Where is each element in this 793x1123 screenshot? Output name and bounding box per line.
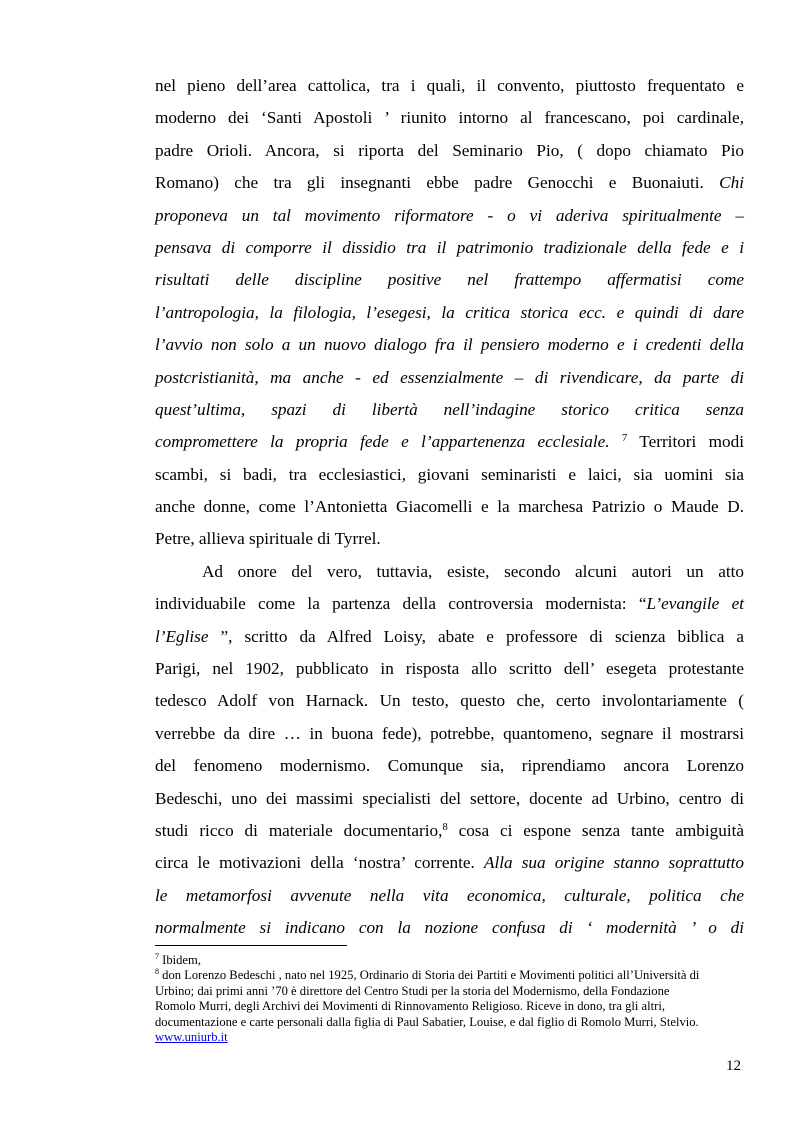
uniurb-link[interactable]: www.uniurb.it bbox=[155, 1030, 228, 1045]
text-line: padre Orioli. Ancora, si riporta del Seminario Pio, ( dopo chiamato Pio bbox=[155, 140, 744, 160]
text-line: Petre, allieva spirituale di Tyrrel. bbox=[155, 529, 381, 549]
footnote-8-line: Urbino; dai primi anni ’70 è direttore del Centro Studi per la storia del Modernismo, della Fondazione bbox=[155, 983, 670, 998]
text-line: l’Eglise ”, scritto da Alfred Loisy, abate e professore di scienza biblica a bbox=[155, 626, 744, 646]
text-line: Romano) che tra gli insegnanti ebbe padre Genocchi e Buonaiuti. Chi bbox=[155, 173, 744, 193]
body-text bbox=[155, 70, 744, 945]
text-line: Parigi, nel 1902, pubblicato in risposta allo scritto dell’ esegeta protestante bbox=[155, 659, 744, 679]
text-line: le metamorfosi avvenute nella vita economica, culturale, politica che bbox=[155, 885, 744, 905]
text-line: verrebbe da dire … in buona fede), potrebbe, quantomeno, segnare il mostrarsi bbox=[155, 723, 744, 743]
text-line: individuabile come la partenza della controversia modernista: “L’evangile et bbox=[155, 594, 744, 614]
footnote-8-line: Romolo Murri, degli Archivi dei Movimenti di Rinnovamento Religioso. Riceve in dono, tra gli altri, bbox=[155, 999, 665, 1014]
text-line: circa le motivazioni della ‘nostra’ corrente. Alla sua origine stanno soprattutto bbox=[155, 853, 744, 873]
text-line: moderno dei ‘Santi Apostoli ’ riunito intorno al francescano, poi cardinale, bbox=[155, 108, 744, 128]
text-line: risultati delle discipline positive nel frattempo affermatisi come bbox=[155, 270, 744, 290]
footnote-ref-8[interactable]: 8 bbox=[442, 821, 448, 833]
text-line: scambi, si badi, tra ecclesiastici, giovani seminaristi e laici, sia uomini sia bbox=[155, 464, 744, 484]
text-line: nel pieno dell’area cattolica, tra i quali, il convento, piuttosto frequentato e bbox=[155, 76, 744, 95]
text-line: Bedeschi, uno dei massimi specialisti del settore, docente ad Urbino, centro di bbox=[155, 788, 744, 808]
footnotes bbox=[155, 953, 745, 1045]
text-line: anche donne, come l’Antonietta Giacomelli e la marchesa Patrizio o Maude D. bbox=[155, 497, 744, 517]
footnote-7: $^7$ Ibidem, bbox=[155, 952, 201, 967]
footnote-ref-7[interactable]: 7 bbox=[621, 433, 628, 445]
footnote-8-line: documentazione e carte personali dalla figlia di Paul Sabatier, Louise, e dal figlio di Romolo Murri, Stelvio. bbox=[155, 1014, 699, 1029]
text-line: l’antropologia, la filologia, l’esegesi, la critica storica ecc. e quindi di dare bbox=[155, 302, 744, 322]
footnote-separator bbox=[155, 945, 347, 946]
text-line: l’avvio non solo a un nuovo dialogo fra il pensiero moderno e i credenti della bbox=[155, 335, 744, 355]
text-line: proponeva un tal movimento riformatore - o vi aderiva spiritualmente – bbox=[155, 205, 744, 225]
text-line: del fenomeno modernismo. Comunque sia, riprendiamo ancora Lorenzo bbox=[155, 756, 744, 776]
text-line: pensava di comporre il dissidio tra il patrimonio tradizionale della fede e i bbox=[155, 237, 744, 257]
page-number: 12 bbox=[726, 1058, 741, 1074]
text-line: quest’ultima, spazi di libertà nell’indagine storico critica senza bbox=[155, 399, 744, 419]
text-line: tedesco Adolf von Harnack. Un testo, questo che, certo involontariamente ( bbox=[155, 691, 744, 711]
text-line: normalmente si indicano con la nozione confusa di ‘ modernità ’ o di bbox=[155, 918, 744, 938]
text-line: postcristianità, ma anche - ed essenzialmente – di rivendicare, da parte di bbox=[155, 367, 744, 387]
text-line: compromettere la propria fede e l’appartenenza ecclesiale. $^7$ Territori modi bbox=[155, 432, 745, 452]
text-line: Ad onore del vero, tuttavia, esiste, secondo alcuni autori un atto bbox=[202, 561, 744, 581]
footnote-8: $^8$ don Lorenzo Bedeschi , nato nel 1925, Ordinario di Storia dei Partiti e Movimenti politici all’Università di bbox=[155, 967, 700, 983]
text-line: studi ricco di materiale documentario,$^8$ cosa ci espone senza tante ambiguità bbox=[155, 820, 744, 840]
